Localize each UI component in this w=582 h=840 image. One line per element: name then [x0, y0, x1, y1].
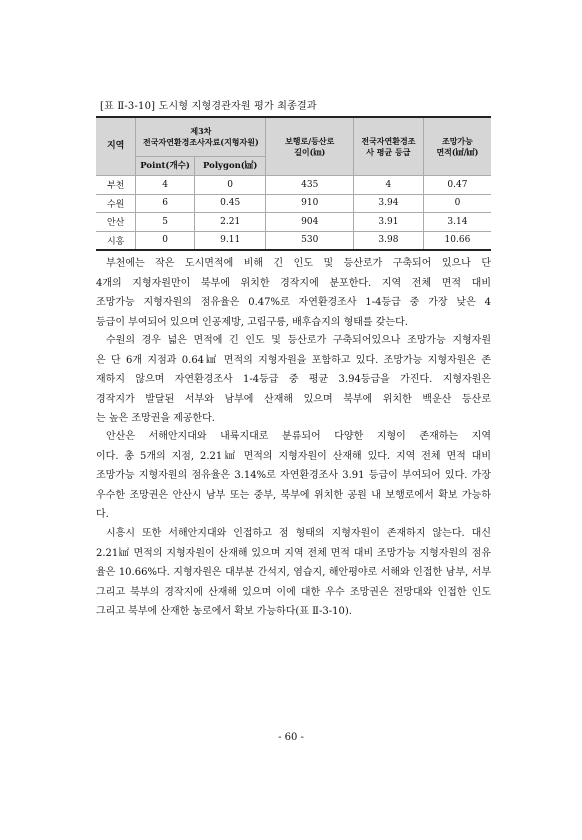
cell-grade: 3.98: [353, 231, 423, 250]
cell-grade: 3.94: [353, 194, 423, 213]
cell-polygon: 0: [194, 176, 266, 195]
text-line: 시흥시 또한 서해안지대와 인접하고 점 형태의 지형자원이 존재하지 않는다. 대신: [106, 528, 491, 539]
text-line: 이다. 총 5개의 지점, 2.21㎢ 면적의 지형자원이 산재해 있다. 지역 전체 면적 대비: [96, 450, 491, 462]
text-line: 율은 10.66%다. 지형자원은 대부분 간석지, 염습지, 해안평야로 서해와 인접한 남부, 서부: [96, 567, 491, 578]
text-line: 그리고 북부에 산재한 농로에서 확보 가능하다(표 Ⅱ-3-10).: [96, 606, 352, 617]
cell-point: 5: [136, 213, 195, 232]
header-view: 조망가능 면적(㎢/㎢): [423, 117, 491, 176]
cell-region: 수원: [96, 194, 136, 213]
cell-region: 안산: [96, 213, 136, 232]
text-line: 재하지 않으며 자연환경조사 1-4등급 중 평균 3.94등급을 가진다. 지형자원은: [96, 374, 491, 385]
header-region: 지역: [96, 117, 136, 176]
text-line: 는 높은 조망권을 제공한다.: [96, 413, 215, 424]
cell-view: 0.47: [423, 176, 491, 195]
table-row: [96, 176, 491, 195]
paragraph-suwon: [96, 331, 491, 429]
header-trail: 보행로/등산로 길이(㎞): [266, 117, 353, 176]
paragraph-siheung: [96, 524, 491, 622]
cell-trail: 435: [266, 176, 353, 195]
table-row: [96, 194, 491, 213]
cell-trail: 904: [266, 213, 353, 232]
text-line: 부천에는 작은 도시면적에 비해 긴 인도 및 등산로가 구축되어 있으나 단: [106, 258, 491, 269]
text-line: 우수한 조망권은 안산시 남부 또는 중부, 북부에 위치한 공원 내 보행로에서 확보 가능하: [96, 489, 491, 501]
text-line: 등급이 부여되어 있으며 인공제방, 고립구릉, 배후습지의 형태를 갖는다.: [96, 316, 408, 328]
cell-polygon: 2.21: [194, 213, 266, 232]
cell-region: 시흥: [96, 231, 136, 250]
cell-trail: 910: [266, 194, 353, 213]
text-line: 4개의 지형자원만이 북부에 위치한 경작지에 분포한다. 지역 전체 면적 대비: [96, 277, 491, 289]
text-line: 다.: [96, 509, 109, 520]
cell-view: 0: [423, 194, 491, 213]
table-row: [96, 213, 491, 232]
evaluation-table: [96, 116, 491, 251]
cell-point: 4: [136, 176, 195, 195]
table-caption: [표 Ⅱ-3-10] 도시형 지형경관자원 평가 최종결과: [100, 101, 317, 112]
text-line: 2.21㎢ 면적의 지형자원이 산재해 있으며 지역 전체 면적 대비 조망가능 지형자원의 점유: [96, 547, 491, 559]
header-survey: 제3차 전국자연환경조사자료(지형자원): [136, 117, 266, 157]
header-polygon: Polygon(㎢): [194, 157, 266, 176]
text-line: 조망가능 지형자원의 점유율은 0.47%로 자연환경조사 1-4등급 중 가장 낮은 4: [96, 297, 491, 308]
text-line: 조망가능 지형자원의 점유율은 3.14%로 자연환경조사 3.91 등급이 부여되어 있다. 가장: [96, 470, 491, 481]
table-row: [96, 231, 491, 250]
text-line: 수원의 경우 넓은 면적에 긴 인도 및 등산로가 구축되어있으나 조망가능 지형자원: [106, 335, 491, 346]
paragraph-ansan: [96, 427, 491, 525]
cell-point: 6: [136, 194, 195, 213]
cell-point: 0: [136, 231, 195, 250]
cell-grade: 4: [353, 176, 423, 195]
text-line: 은 단 6개 지점과 0.64㎢ 면적의 지형자원을 포함하고 있다. 조망가능 지형자원은 존: [96, 354, 491, 366]
cell-grade: 3.91: [353, 213, 423, 232]
page-number: - 60 -: [278, 732, 304, 743]
paragraph-bucheon: [96, 254, 491, 332]
header-grade: 전국자연환경조 사 평균 등급: [353, 117, 423, 176]
text-line: 그리고 북부의 경작지에 산재해 있으며 이에 대한 우수 조망권은 전망대와 인접한 인도: [96, 586, 491, 598]
header-point: Point(개수): [136, 157, 195, 176]
cell-region: 부천: [96, 176, 136, 195]
text-line: 경작지가 발달된 서부와 남부에 산재해 있으며 북부에 위치한 백운산 등산로: [96, 393, 491, 405]
text-line: 안산은 서해안지대와 내륙지대로 분류되어 다양한 지형이 존재하는 지역: [106, 431, 491, 442]
cell-trail: 530: [266, 231, 353, 250]
cell-view: 10.66: [423, 231, 491, 250]
cell-polygon: 0.45: [194, 194, 266, 213]
cell-polygon: 9.11: [194, 231, 266, 250]
cell-view: 3.14: [423, 213, 491, 232]
